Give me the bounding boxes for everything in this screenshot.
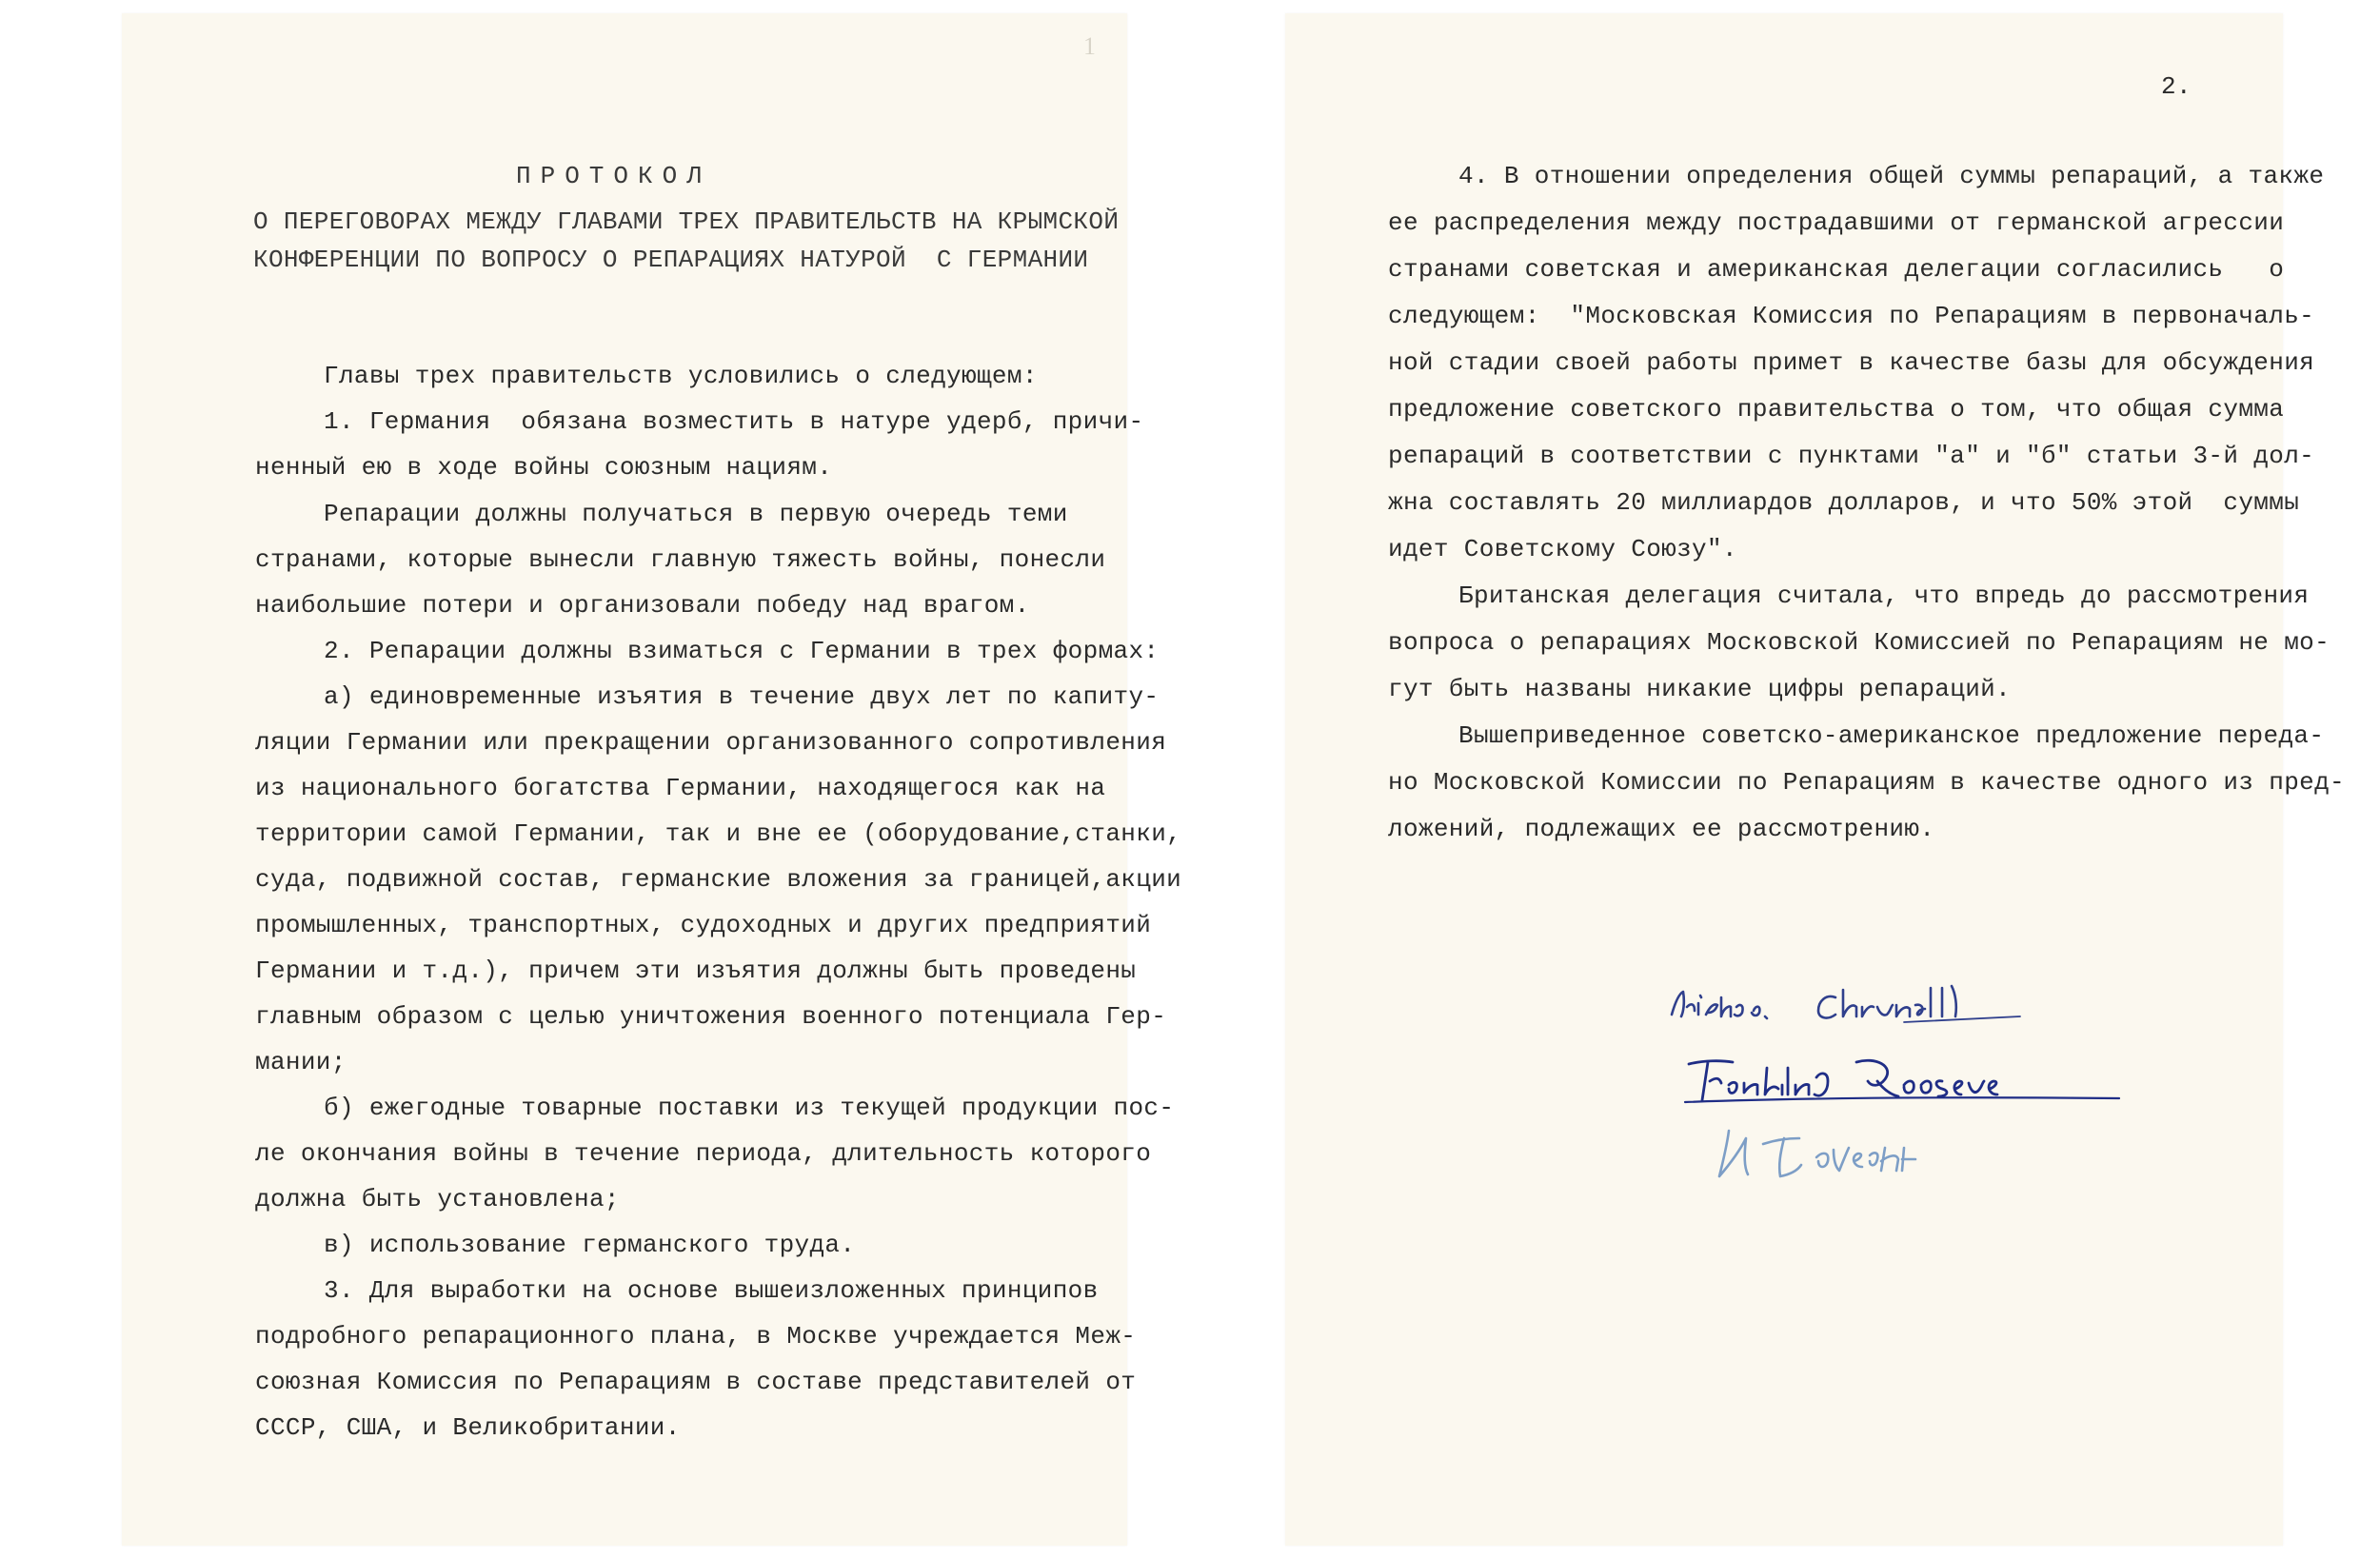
signature-stalin bbox=[1704, 1117, 2018, 1193]
paragraph-line: мании; bbox=[255, 1048, 347, 1076]
paragraph-line: подробного репарационного плана, в Москве учреждается Меж- bbox=[255, 1322, 1137, 1351]
paragraph-line: Репарации должны получаться в первую очередь теми bbox=[324, 500, 1068, 528]
paragraph-line: ляции Германии или прекращении организованного сопротивления bbox=[255, 728, 1167, 757]
document-page-2 bbox=[1285, 13, 2346, 1546]
paragraph-line: странами советская и американская делегации согласились о bbox=[1388, 255, 2285, 284]
paragraph-line: ной стадии своей работы примет в качестве базы для обсуждения bbox=[1388, 348, 2315, 377]
paragraph-line: Германии и т.д.), причем эти изъятия должны быть проведены bbox=[255, 956, 1137, 985]
paragraph-line: но Московской Комиссии по Репарациям в качестве одного из пред- bbox=[1388, 768, 2346, 797]
paragraph-line: промышленных, транспортных, судоходных и других предприятий bbox=[255, 911, 1152, 939]
paragraph-line: ненный ею в ходе войны союзным нациям. bbox=[255, 453, 833, 482]
paragraph-line: в) использование германского труда. bbox=[324, 1231, 856, 1259]
paragraph-line: 4. В отношении определения общей суммы репараций, а также bbox=[1458, 162, 2325, 190]
paragraph-line: а) единовременные изъятия в течение двух лет по капиту- bbox=[324, 682, 1160, 711]
paragraph-line: странами, которые вынесли главную тяжесть войны, понесли bbox=[255, 545, 1106, 574]
paragraph-line: СССР, США, и Великобритании. bbox=[255, 1413, 681, 1442]
paragraph-line: из национального богатства Германии, находящегося как на bbox=[255, 774, 1106, 802]
page-corner-mark: 1 bbox=[1083, 32, 1096, 60]
document-title: ПРОТОКОЛ bbox=[516, 162, 711, 190]
document-subtitle-line: КОНФЕРЕНЦИИ ПО ВОПРОСУ О РЕПАРАЦИЯХ НАТУРОЙ С ГЕРМАНИИ bbox=[253, 246, 1089, 274]
paragraph-line: Главы трех правительств условились о следующем: bbox=[324, 362, 1038, 390]
paragraph-line: 2. Репарации должны взиматься с Германии в трех формах: bbox=[324, 637, 1160, 665]
paragraph-line: ле окончания войны в течение периода, длительность которого bbox=[255, 1139, 1152, 1168]
paragraph-line: главным образом с целью уничтожения военного потенциала Гер- bbox=[255, 1002, 1167, 1031]
paragraph-line: Вышеприведенное советско-американское предложение переда- bbox=[1458, 721, 2325, 750]
paragraph-line: территории самой Германии, так и вне ее (оборудование,станки, bbox=[255, 819, 1182, 848]
paragraph-line: суда, подвижной состав, германские вложения за границей,акции bbox=[255, 865, 1182, 894]
paragraph-line: гут быть названы никакие цифры репараций. bbox=[1388, 675, 2012, 703]
signature-roosevelt bbox=[1676, 1043, 2132, 1119]
paragraph-line: предложение советского правительства о том, что общая сумма bbox=[1388, 395, 2285, 424]
document-subtitle-line: О ПЕРЕГОВОРАХ МЕЖДУ ГЛАВАМИ ТРЕХ ПРАВИТЕЛЬСТВ НА КРЫМСКОЙ bbox=[253, 207, 1120, 236]
document-page-1 bbox=[122, 13, 1182, 1546]
paragraph-line: вопроса о репарациях Московской Комиссией по Репарациям не мо- bbox=[1388, 628, 2330, 657]
paragraph-line: 1. Германия обязана возместить в натуре удерб, причи- bbox=[324, 407, 1144, 436]
paragraph-line: 3. Для выработки на основе вышеизложенных принципов bbox=[324, 1276, 1099, 1305]
paragraph-line: должна быть установлена; bbox=[255, 1185, 620, 1213]
paragraph-line: наибольшие потери и организовали победу над врагом. bbox=[255, 591, 1030, 620]
page-number: 2. bbox=[2161, 72, 2192, 101]
paragraph-line: репараций в соответствии с пунктами "а" и "б" статьи 3-й дол- bbox=[1388, 442, 2315, 470]
paragraph-line: следующем: "Московская Комиссия по Репарациям в первоначаль- bbox=[1388, 302, 2315, 330]
paragraph-line: идет Советскому Союзу". bbox=[1388, 535, 1737, 563]
paragraph-line: Британская делегация считала, что впредь до рассмотрения bbox=[1458, 582, 2310, 610]
paragraph-line: ее распределения между пострадавшими от германской агрессии bbox=[1388, 208, 2285, 237]
paragraph-line: союзная Комиссия по Репарациям в составе представителей от bbox=[255, 1368, 1137, 1396]
signature-churchill bbox=[1666, 965, 2085, 1041]
paragraph-line: жна составлять 20 миллиардов долларов, и что 50% этой суммы bbox=[1388, 488, 2300, 517]
paragraph-line: б) ежегодные товарные поставки из текущей продукции пос- bbox=[324, 1094, 1175, 1122]
paragraph-line: ложений, подлежащих ее рассмотрению. bbox=[1388, 815, 1935, 843]
